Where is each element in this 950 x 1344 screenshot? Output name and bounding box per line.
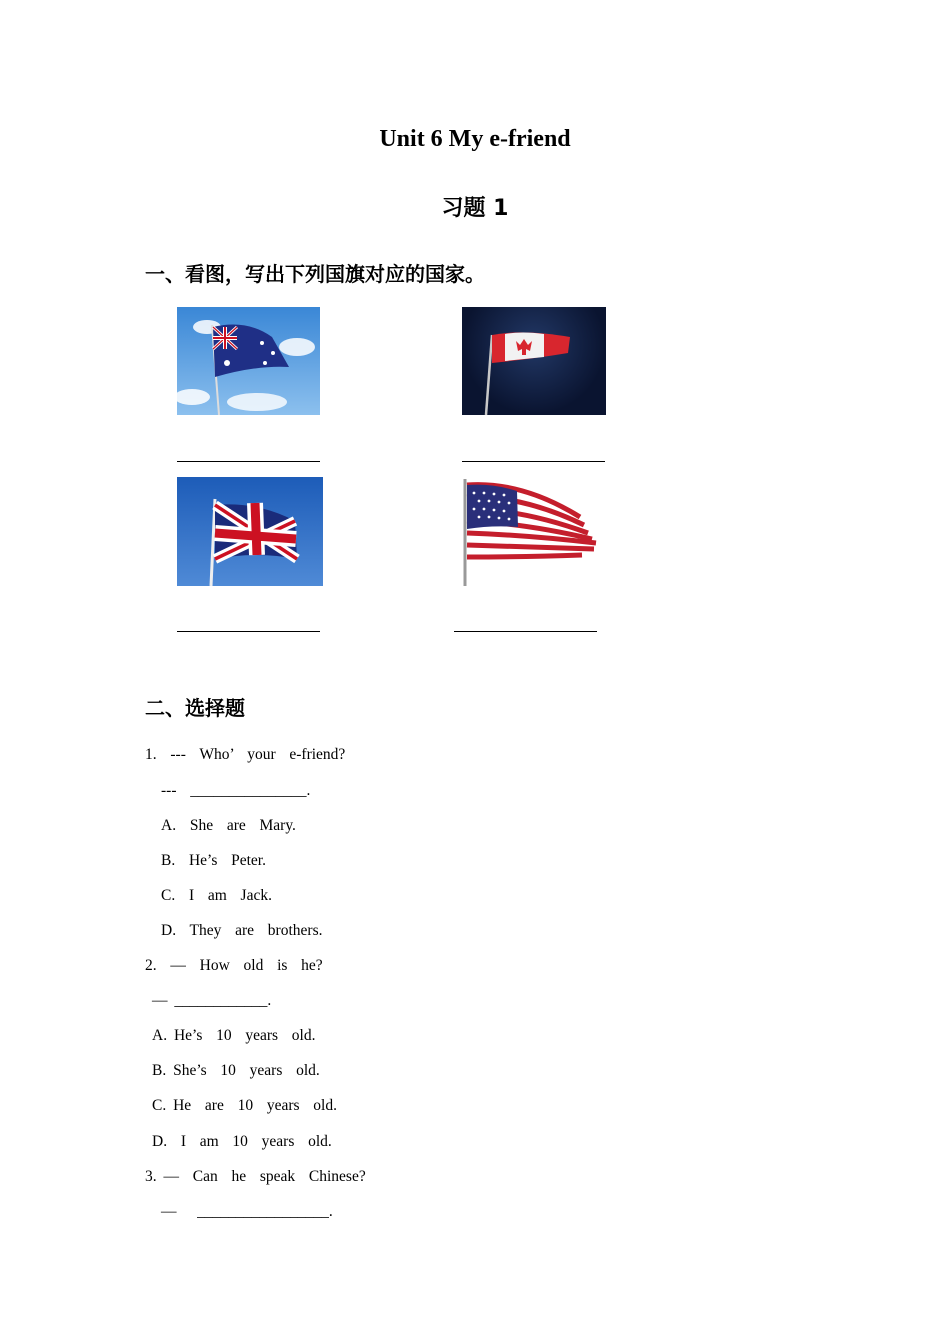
question-2-answer-blank[interactable]: — ____________. [152,992,272,1009]
question-3: 3. — Can he speak Chinese? [145,1168,366,1185]
question-1-option-d[interactable]: D. They are brothers. [161,922,323,939]
question-1-option-c[interactable]: C. I am Jack. [161,887,272,904]
usa-flag-icon [462,477,600,586]
question-2-option-c[interactable]: C. He are 10 years old. [152,1097,337,1114]
answer-blank-4[interactable] [454,631,597,632]
section1-heading: 一、看图，写出下列国旗对应的国家。 [145,262,485,286]
canada-flag-icon [462,307,606,415]
question-1-option-a[interactable]: A. She are Mary. [161,817,296,834]
answer-blank-3[interactable] [177,631,320,632]
question-2-option-b[interactable]: B. She’s 10 years old. [152,1062,320,1079]
section2-heading: 二、选择题 [145,696,245,720]
question-1-answer-blank[interactable]: --- _______________. [161,782,311,799]
uk-flag-icon [177,477,323,586]
question-2-option-a[interactable]: A. He’s 10 years old. [152,1027,316,1044]
answer-blank-1[interactable] [177,461,320,462]
page-subtitle: 习题 1 [441,196,509,221]
question-3-answer-blank[interactable]: — _________________. [161,1203,333,1220]
page-title: Unit 6 My e-friend [379,126,571,152]
australia-flag-icon [177,307,320,415]
answer-blank-2[interactable] [462,461,605,462]
question-1-option-b[interactable]: B. He’s Peter. [161,852,266,869]
question-2-option-d[interactable]: D. I am 10 years old. [152,1133,332,1150]
question-2: 2. — How old is he? [145,957,323,974]
question-1: 1. --- Who’ your e-friend? [145,746,346,763]
